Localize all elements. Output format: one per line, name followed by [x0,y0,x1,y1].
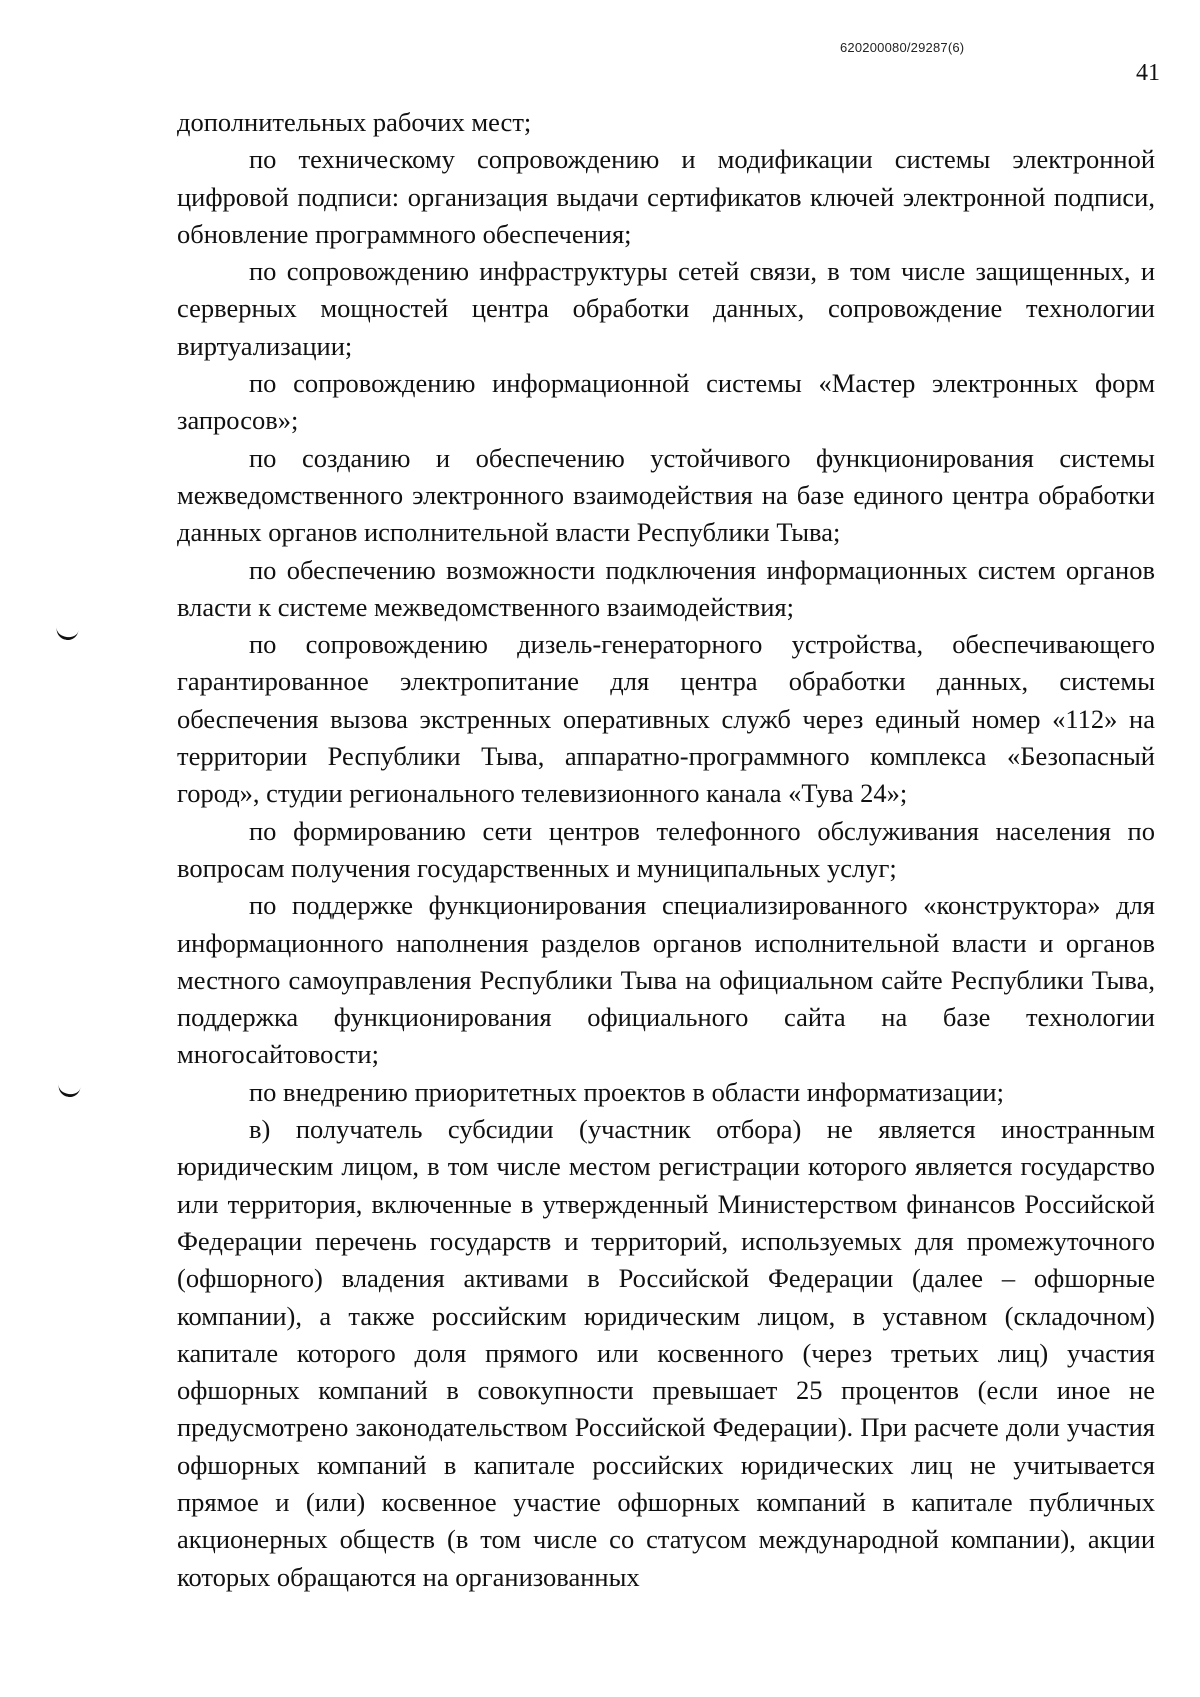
document-code: 620200080/29287(6) [840,40,965,55]
document-body [177,104,1155,1596]
paragraph: по созданию и обеспечению устойчивого функционирования системы межведомственного электронного взаимодействия на базе единого центра обработки данных органов исполнительной власти Республики Тыва; [177,442,1155,548]
margin-check-mark [55,626,79,642]
paragraph: по обеспечению возможности подключения информационных систем органов власти к системе межведомственного взаимодействия; [177,554,1155,622]
paragraph: в) получатель субсидии (участник отбора) не является иностранным юридическим лицом, в том числе местом регистрации которого является государство или территория, включенные в утвержденный Министерством финансов Российской Федерации перечень государств и территорий, используемых для промежуточного (офшорного) владения активами в Российской Федерации (далее – офшорные компании), а также российским юридическим лицом, в уставном (складочном) капитале которого доля прямого или косвенного (через третьих лиц) участия офшорных компаний в совокупности превышает 25 процентов (если иное не предусмотрено законодательством Российской Федерации). При расчете доли участия офшорных компаний в капитале российских юридических лиц не учитывается прямое и (или) косвенное участие офшорных компаний в капитале публичных акционерных обществ (в том числе со статусом международной компании), акции которых обращаются на организованных [177,1114,1155,1592]
margin-check-mark [57,1083,81,1099]
paragraph: по техническому сопровождению и модификации системы электронной цифровой подписи: организация выдачи сертификатов ключей электронной подписи, обновление программного обеспечения; [177,144,1155,249]
paragraph: дополнительных рабочих мест; [177,107,532,137]
paragraph: по внедрению приоритетных проектов в области информатизации; [249,1076,1004,1107]
paragraph: по формированию сети центров телефонного обслуживания населения по вопросам получения государственных и муниципальных услуг; [177,815,1155,883]
paragraph: по сопровождению информационной системы «Мастер электронных форм запросов»; [177,368,1155,436]
paragraph: по сопровождению инфраструктуры сетей связи, в том числе защищенных, и серверных мощностей центра обработки данных, сопровождение технологии виртуализации; [177,256,1155,361]
page-number: 41 [1136,60,1160,86]
paragraph: по поддержке функционирования специализированного «конструктора» для информационного наполнения разделов органов исполнительной власти и органов местного самоуправления Республики Тыва на официальном сайте Республики Тыва, поддержка функционирования официального сайта на базе технологии многосайтовости; [177,890,1155,1070]
paragraph: по сопровождению дизель-генераторного устройства, обеспечивающего гарантированное электропитание для центра обработки данных, системы обеспечения вызова экстренных оперативных служб через единый номер «112» на территории Республики Тыва, аппаратно-программного комплекса «Безопасный город», студии регионального телевизионного канала «Тува 24»; [177,629,1155,809]
